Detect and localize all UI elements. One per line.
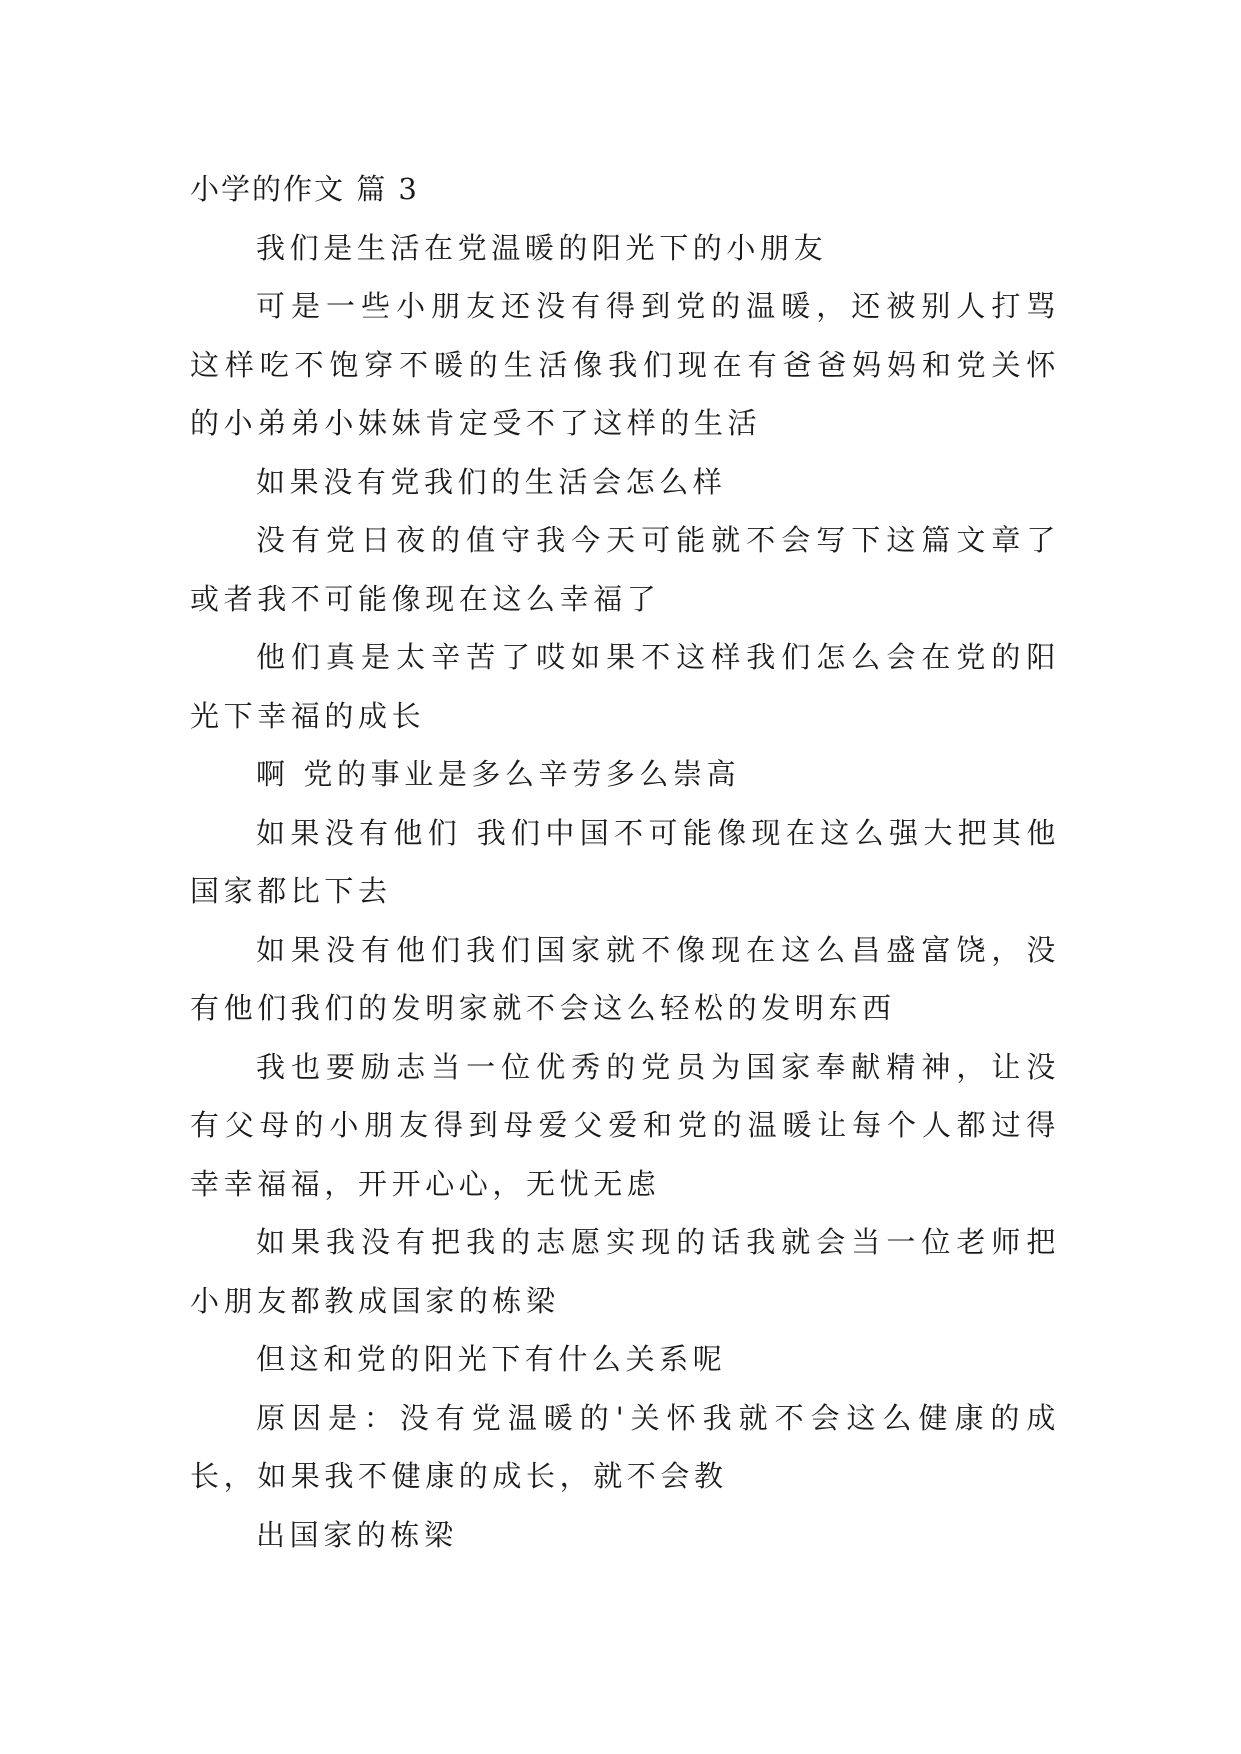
- paragraph: 我也要励志当一位优秀的党员为国家奉献精神，让没有父母的小朋友得到母爱父爱和党的温暖让每个人都过得幸幸福福，开开心心，无忧无虑: [190, 1049, 1060, 1201]
- paragraph: 他们真是太辛苦了哎如果不这样我们怎么会在党的阳光下幸福的成长: [190, 640, 1060, 733]
- paragraph: 如果没有他们我们国家就不像现在这么昌盛富饶，没有他们我们的发明家就不会这么轻松的发明东西: [190, 932, 1060, 1025]
- paragraph: 原因是：没有党温暖的'关怀我就不会这么健康的成长，如果我不健康的成长，就不会教: [190, 1400, 1060, 1493]
- paragraph: 可是一些小朋友还没有得到党的温暖，还被别人打骂这样吃不饱穿不暖的生活像我们现在有爸爸妈妈和党关怀的小弟弟小妹妹肯定受不了这样的生活: [190, 289, 1060, 440]
- document-body: [190, 160, 1060, 1564]
- paragraph: 如果没有他们 我们中国不可能像现在这么强大把其他国家都比下去: [190, 815, 1060, 908]
- paragraph: 但这和党的阳光下有什么关系呢: [256, 1342, 727, 1376]
- paragraph: 没有党日夜的值守我今天可能就不会写下这篇文章了或者我不可能像现在这么幸福了: [190, 523, 1060, 616]
- paragraph: 如果我没有把我的志愿实现的话我就会当一位老师把小朋友都教成国家的栋梁: [190, 1225, 1060, 1318]
- paragraph: 我们是生活在党温暖的阳光下的小朋友: [256, 230, 828, 265]
- paragraph: 出国家的栋梁: [256, 1517, 458, 1552]
- paragraph: 啊 党的事业是多么辛劳多么崇高: [256, 757, 741, 791]
- paragraph: 如果没有党我们的生活会怎么样: [256, 464, 727, 499]
- document-title: 小学的作文 篇 3: [190, 172, 419, 206]
